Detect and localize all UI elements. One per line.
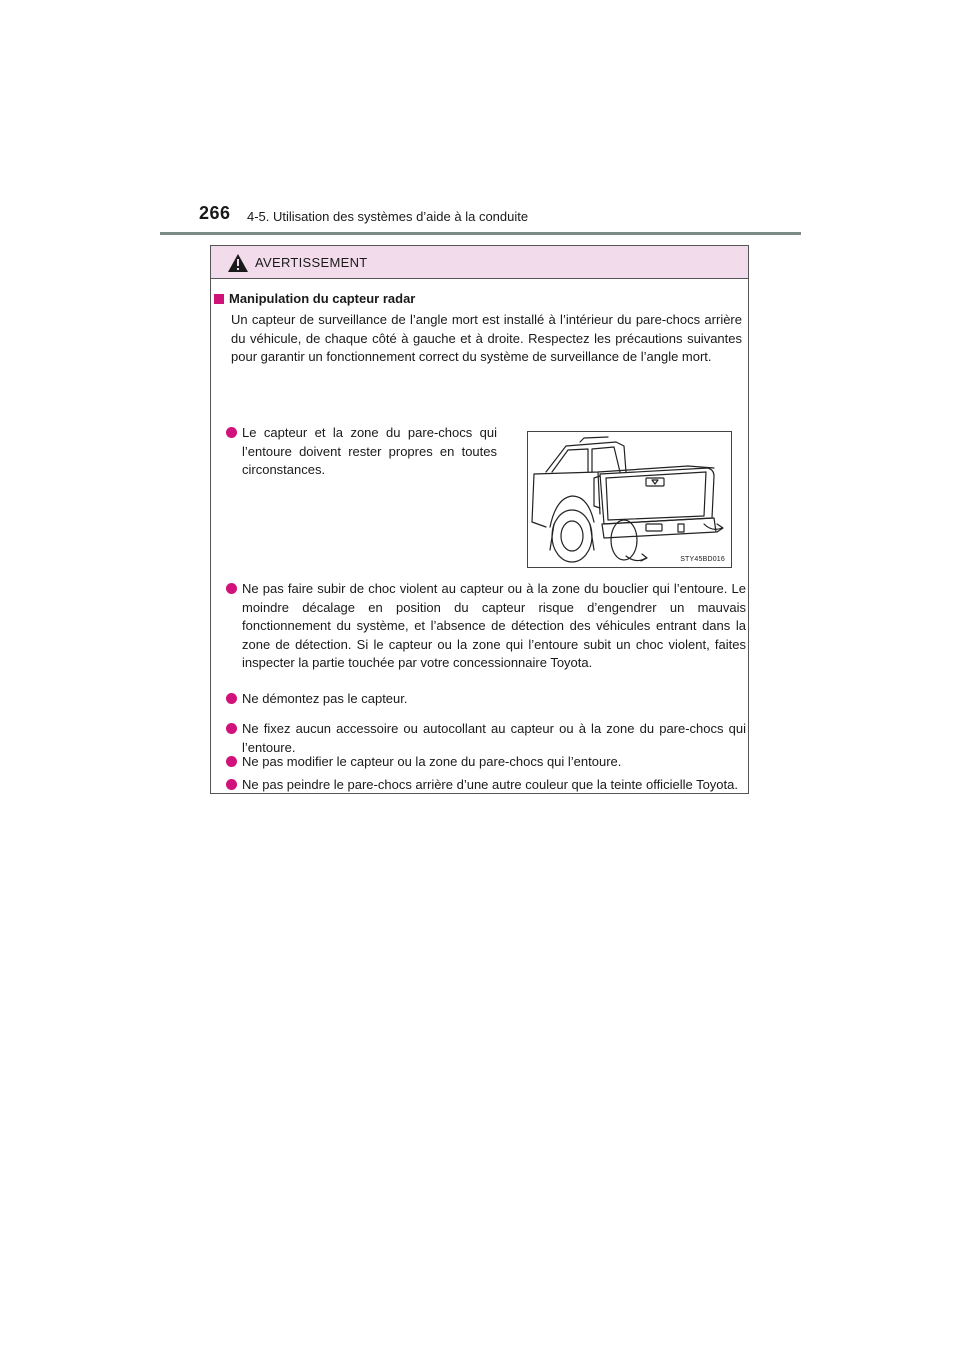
list-item: [215, 720, 746, 757]
list-item: [215, 580, 746, 673]
truck-rear-drawing: [528, 432, 731, 567]
truck-rear-illustration: [527, 431, 732, 568]
list-item-text: Ne démontez pas le capteur.: [242, 691, 408, 706]
list-item: [215, 776, 746, 795]
bullet-dot-icon: [226, 779, 237, 790]
warning-label: AVERTISSEMENT: [255, 255, 368, 270]
bullet-dot-icon: [226, 693, 237, 704]
warning-triangle-icon: [227, 253, 249, 273]
square-bullet-icon: [214, 294, 224, 304]
warning-box: [210, 245, 749, 794]
list-item-text: Ne pas faire subir de choc violent au capteur ou à la zone du bouclier qui l’entoure. Le moindre décalage en position du capteur risque d’engendrer un mauvais fonctionnement du système, et l’absence de détection des véhicules entrant dans la zone de détection. Si le capteur ou la zone qui l’entoure subit un choc violent, faites inspecter la partie touchée par votre concessionnaire Toyota.: [242, 581, 746, 670]
figure-code: STY45BD016: [680, 556, 725, 563]
header-divider: [160, 232, 801, 235]
bullet-dot-icon: [226, 723, 237, 734]
subheading: [214, 291, 415, 306]
page-number: 266: [199, 203, 231, 223]
list-item: [215, 424, 497, 480]
section-title: 4-5. Utilisation des systèmes d’aide à la conduite: [247, 209, 529, 224]
list-item-text: Le capteur et la zone du pare-chocs qui l’entoure doivent rester propres en toutes circonstances.: [242, 425, 497, 477]
intro-paragraph: Un capteur de surveillance de l’angle mort est installé à l’intérieur du pare-chocs arrière du véhicule, de chaque côté à gauche et à droite. Respectez les précautions suivantes pour garantir un fonctionnement correct du système de surveillance de l’angle mort.: [231, 312, 742, 364]
bullet-dot-icon: [226, 427, 237, 438]
bullet-dot-icon: [226, 583, 237, 594]
warning-header: [211, 246, 748, 279]
list-item: [215, 753, 746, 772]
list-item-text: Ne fixez aucun accessoire ou autocollant au capteur ou à la zone du pare-chocs qui l’entoure.: [242, 721, 746, 755]
subheading-text: Manipulation du capteur radar: [229, 291, 416, 306]
list-item: [215, 690, 746, 709]
bullet-dot-icon: [226, 756, 237, 767]
list-item-text: Ne pas modifier le capteur ou la zone du pare-chocs qui l’entoure.: [242, 754, 622, 769]
list-item-text: Ne pas peindre le pare-chocs arrière d’une autre couleur que la teinte officielle Toyota.: [242, 777, 738, 792]
